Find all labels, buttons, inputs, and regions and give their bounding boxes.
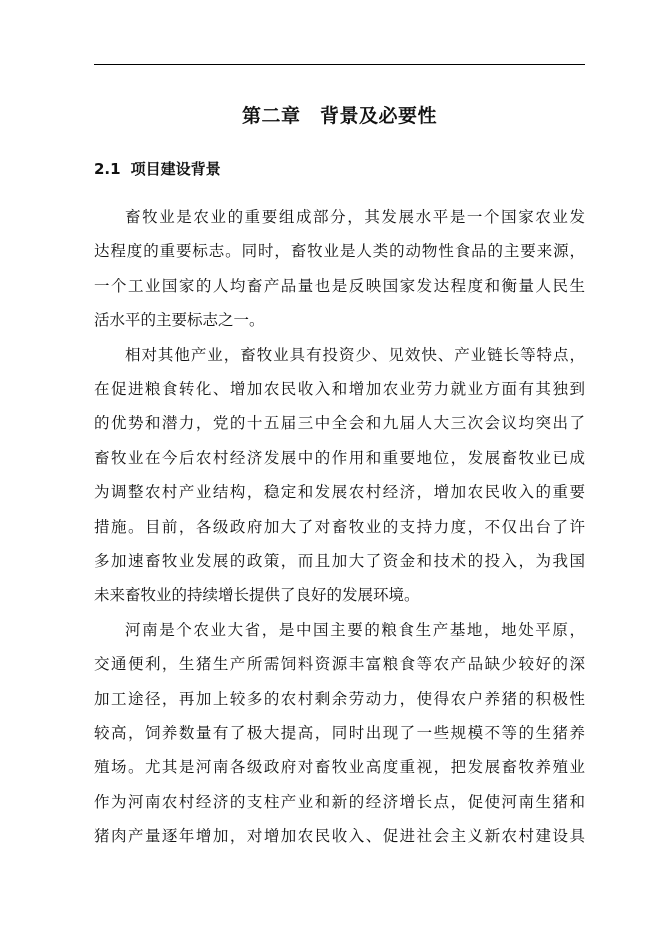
paragraph-line: 加工途径，再加上较多的农村剩余劳动力，使得农户养猪的积极性 <box>94 689 585 708</box>
paragraph-line: 未来畜牧业的持续增长提供了良好的发展环境。 <box>94 586 420 605</box>
paragraph-line: 在促进粮食转化、增加农民收入和增加农业劳力就业方面有其独到 <box>94 379 585 398</box>
paragraph-line: 交通便利，生猪生产所需饲料资源丰富粮食等农产品缺少较好的深 <box>94 655 585 674</box>
paragraph-line: 的优势和潜力，党的十五届三中全会和九届人大三次会议均突出了 <box>94 414 585 433</box>
section-heading <box>94 158 221 180</box>
paragraph-line: 河南是个农业大省，是中国主要的粮食生产基地，地处平原， <box>125 620 585 639</box>
paragraph-line: 达程度的重要标志。同时，畜牧业是人类的动物性食品的主要来源， <box>94 242 585 261</box>
paragraph-line: 多加速畜牧业发展的政策，而且加大了资金和技术的投入，为我国 <box>94 551 585 570</box>
paragraph-line: 畜牧业是农业的重要组成部分，其发展水平是一个国家农业发 <box>125 208 585 226</box>
chapter-title: 第二章 背景及必要性 <box>241 105 437 127</box>
header-rule <box>94 64 585 65</box>
paragraph-3 <box>94 613 585 854</box>
paragraph-line: 猪肉产量逐年增加，对增加农民收入、促进社会主义新农村建设具 <box>94 827 585 846</box>
paragraph-line: 相对其他产业，畜牧业具有投资少、见效快、产业链长等特点， <box>125 345 585 364</box>
section-number: 2.1 <box>94 160 121 178</box>
paragraph-1 <box>94 200 585 338</box>
paragraph-line: 活水平的主要标志之一。 <box>94 311 265 330</box>
paragraph-line: 畜牧业在今后农村经济发展中的作用和重要地位，发展畜牧业已成 <box>94 448 585 467</box>
paragraph-line: 殖场。尤其是河南各级政府对畜牧业高度重视，把发展畜牧养殖业 <box>94 758 585 777</box>
paragraph-line: 一个工业国家的人均畜产品量也是反映国家发达程度和衡量人民生 <box>94 276 585 295</box>
paragraph-line: 作为河南农村经济的支柱产业和新的经济增长点，促使河南生猪和 <box>94 792 585 811</box>
paragraph-line: 措施。目前，各级政府加大了对畜牧业的支持力度，不仅出台了许 <box>94 517 585 536</box>
section-title: 项目建设背景 <box>130 160 221 178</box>
paragraph-line: 较高，饲养数量有了极大提高，同时出现了一些规模不等的生猪养 <box>94 723 585 742</box>
paragraph-line: 为调整农村产业结构，稳定和发展农村经济，增加农民收入的重要 <box>94 483 585 502</box>
paragraph-2 <box>94 338 585 613</box>
